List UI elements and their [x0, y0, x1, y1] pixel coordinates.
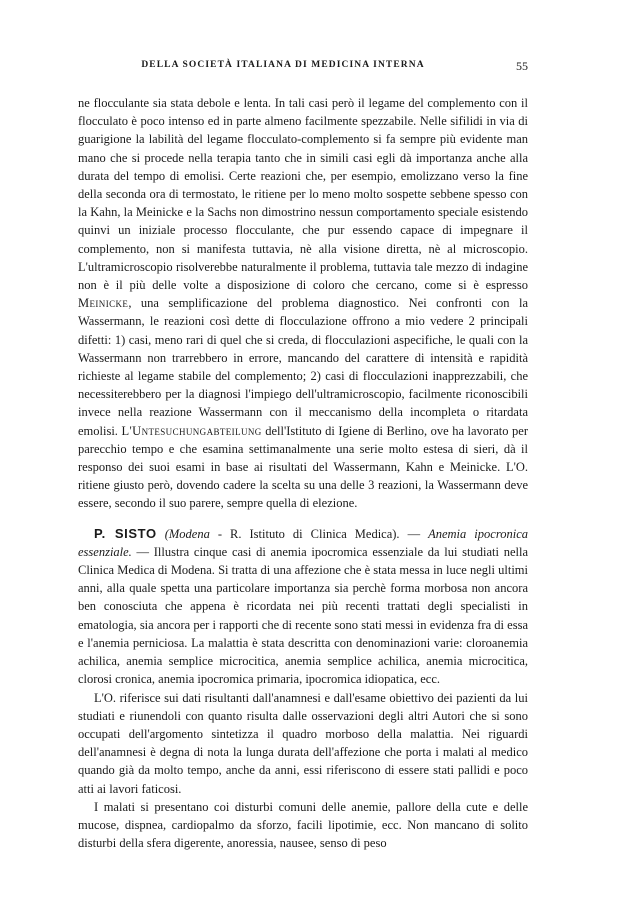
running-header: [78, 60, 528, 76]
paragraph-1-text-a: ne flocculante sia stata debole e lenta. In tali casi però il legame del complemento con il flocculato è poco intenso ed in parte almeno facilmente spezzabile. Nelle sifilidi in via di guarigione la labilità del legame flocculato-complemento si fa sempre più evidente man mano che si procede nella terapia tanto che in simili casi egli dà importanza anche alla durata del tempo di emolisi. Certe reazioni che, per esempio, emolizzano verso la fine della seconda ora di termostato, le ritiene per lo meno molto sospette sebbene spesso con la Kahn, la Meinicke e la Sachs non dimostrino nessun comportamento speciale esistendo quinvi un iniziale processo flocculante, che pur essendo capace di impegnare il complemento, non si manifesta tuttavia, nè alla visione diretta, nè al microscopio. L'ultramicroscopio risolverebbe naturalmente il problema, tuttavia tale mezzo di indagine non è il più delle volte a disposizione di coloro che cercano, come si è espresso: [78, 96, 528, 293]
section-gap: [78, 513, 528, 525]
author-name: P. SISTO: [94, 525, 157, 541]
paragraph-symptoms: I malati si presentano coi disturbi comuni delle anemie, pallore della cute e delle mucose, dispnea, cardiopalmo da sforzo, facili lipotimie, ecc. Non mancano di solito disturbi della sfera digerente, anoressia, nausee, senso di peso: [78, 799, 528, 851]
paragraph-1-text-c: dell'Istituto di Igiene di Berlino, ove ha lavorato per parecchio tempo e che esamina settimanalmente una serie molto estesa di sieri, dà il responso dei suoi esami in base ai risultati del Wassermann, Kahn e Meinicke. L'O. ritiene giusto però, dovendo cadere la scelta su una delle 3 reazioni, la Wassermann deve essere, secondo il suo parere, sempre quella di elezione.: [78, 423, 528, 511]
author-city: (Modena: [164, 526, 210, 541]
running-head-title: DELLA SOCIETÀ ITALIANA DI MEDICINA INTERNA: [141, 60, 425, 70]
abstract-text: — Illustra cinque casi di anemia ipocromica essenziale da lui studiati nella Clinica Medica di Modena. Si tratta di una affezione che è stata messa in luce negli ultimi anni, alla quale spetta una particolare importanza sia perchè forma morbosa non ancora ben conosciuta che appena è ricordata nei più recenti trattati degli specialisti in ematologia, sia ancora per i rapporti che di recente sono stati messi in evidenza fra di essa e l'anemia perniciosa. La malattia è stata descritta con denominazioni varie: cloroanemia achilica, anemia semplice microcitica, anemia semplice achilica, anemia microcitica, clorosi cronica, anemia ipocromica primaria, ipocromica idiopatica, ecc.: [78, 544, 528, 687]
main-text: [78, 94, 528, 852]
page-number: 55: [516, 59, 528, 73]
paragraph-anamnesis: L'O. riferisce sui dati risultanti dall'anamnesi e dall'esame obiettivo dei pazienti da lui studiati e riunendoli con quanto risulta dalle osservazioni degli altri Autori che si sono occupati dell'argomento sintetizza il quadro morboso della malattia. Nei riguardi dell'anamnesi è degna di nota la lunga durata dell'affezione che porta i malati al medico quando già da molto tempo, anche da anni, essi riferiscono di essere stati pallidi e poco atti ai lavori faticosi.: [78, 690, 528, 796]
paragraph-1-text-b: , una semplificazione del problema diagnostico. Nei confronti con la Wassermann, le reazioni così dette di flocculazione offrono a mio vedere 2 principali difetti: 1) casi, meno rari di quel che si creda, di flocculazioni aspecifiche, le quali con la Wassermann non trarrebbero in errore, mancando del carattere di intensità e rapidità richieste al legame stabile del complemento; 2) casi di flocculazioni inapprezzabili, che necessiterebbero per la diagnosi l'impiego dell'ultramicroscopio, facilmente riconoscibili invece nella reazione Wassermann con il meccanismo della incompleta o ritardata emolisi.: [78, 296, 528, 438]
paragraph-continuation: [78, 94, 528, 513]
abstract-sisto: [78, 525, 528, 689]
abstract-title: Anemia ipocronica essenziale.: [78, 526, 528, 559]
smallcaps-meinicke: Meinicke: [78, 296, 129, 311]
author-institute: - R. Istituto di Clinica Medica). —: [209, 526, 429, 541]
smallcaps-institution: L'Untesuchungabteilung: [121, 423, 262, 438]
